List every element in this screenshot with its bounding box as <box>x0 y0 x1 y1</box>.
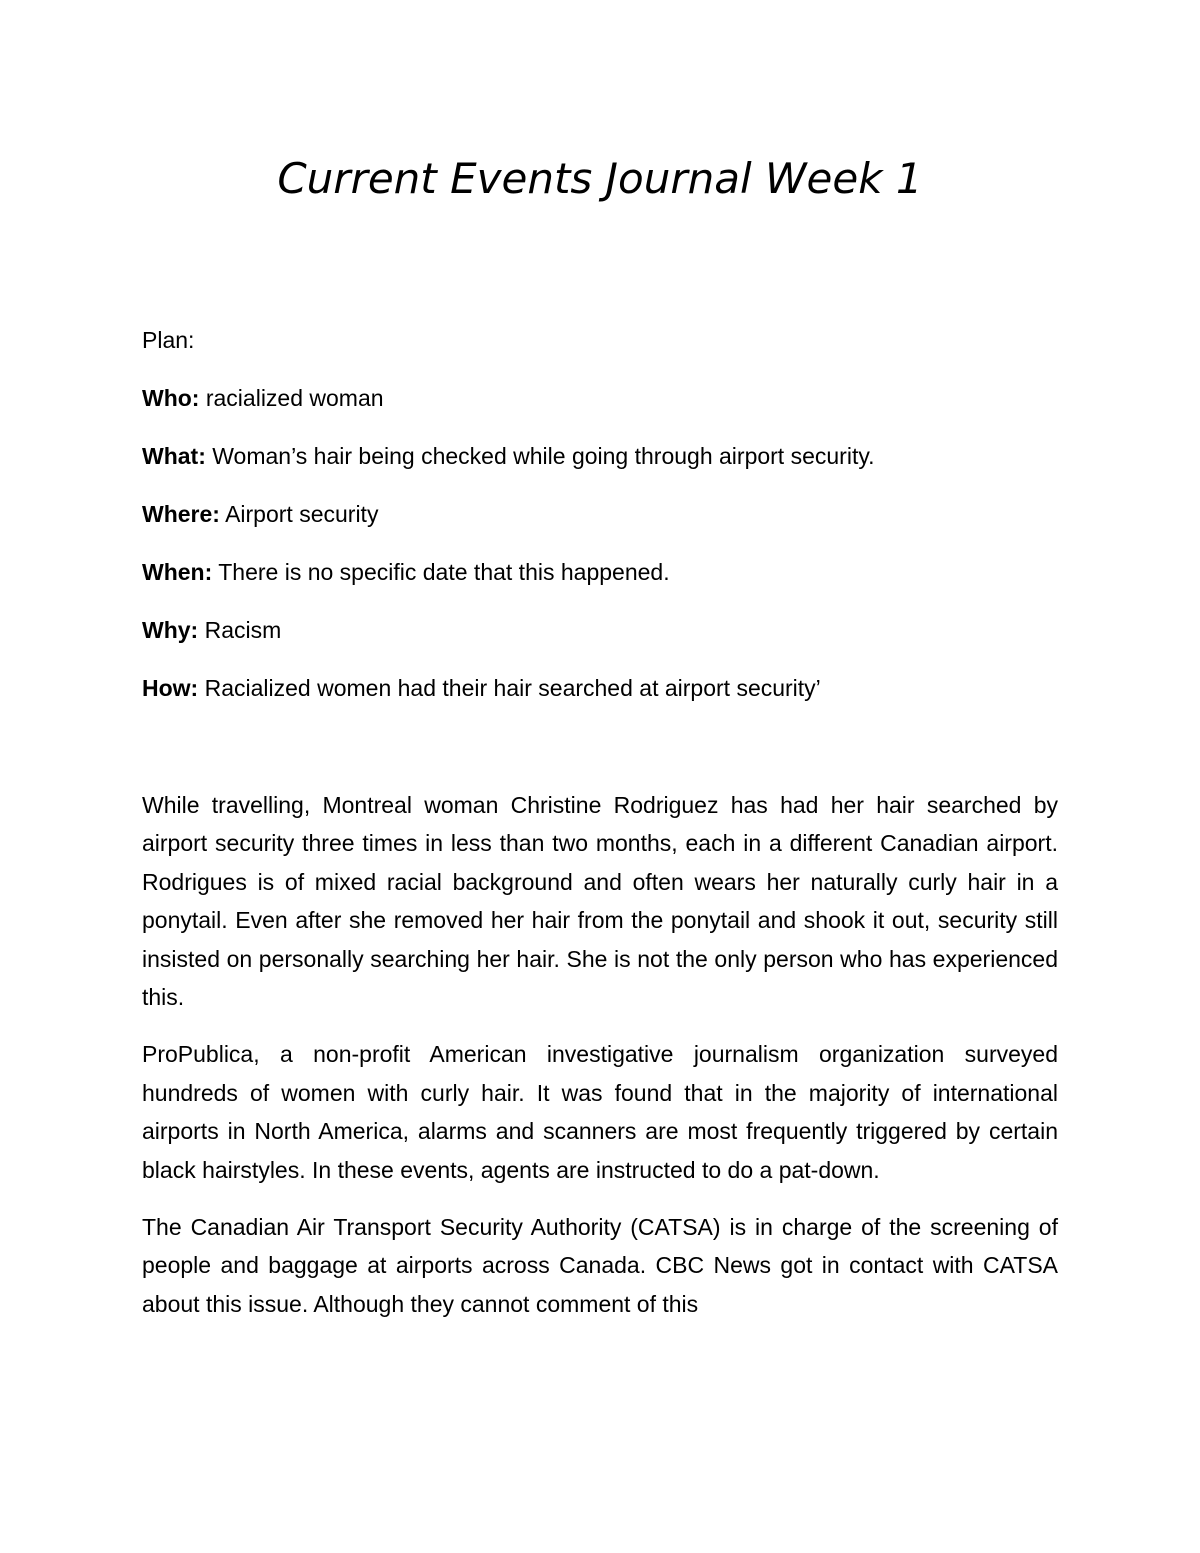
paragraph-1: While travelling, Montreal woman Christine Rodriguez has had her hair searched by airport security three times in less than two months, each in a different Canadian airport. Rodrigues is of mixed racial background and often wears her naturally curly hair in a ponytail. Even after she removed her hair from the ponytail and shook it out, security still insisted on personally searching her hair. She is not the only person who has experienced this. <box>142 792 1058 1011</box>
plan-label-why: Why: <box>142 617 199 643</box>
plan-item-why <box>142 612 1062 648</box>
plan-text-what: Woman’s hair being checked while going through airport security. <box>205 443 875 469</box>
plan-text-who: racialized woman <box>199 385 384 411</box>
plan-text-when: There is no specific date that this happened. <box>212 559 670 585</box>
plan-text-how: Racialized women had their hair searched at airport security’ <box>198 675 821 701</box>
plan-label-how: How: <box>142 675 199 701</box>
plan-item-where <box>142 496 1062 532</box>
plan-label-where: Where: <box>142 501 220 527</box>
plan-item-when <box>142 554 1062 590</box>
plan-item-who <box>142 380 1062 416</box>
plan-label-when: When: <box>142 559 213 585</box>
plan-text-why: Racism <box>198 617 282 643</box>
plan-heading: Plan: <box>142 327 195 353</box>
paragraph-2: ProPublica, a non-profit American investigative journalism organization surveyed hundreds of women with curly hair. It was found that in the majority of international airports in North America, alarms and scanners are most frequently triggered by certain black hairstyles. In these events, agents are instructed to do a pat-down. <box>142 1041 1058 1183</box>
body-section <box>142 786 1058 1323</box>
plan-section <box>142 322 1062 728</box>
plan-label-who: Who: <box>142 385 200 411</box>
paragraph-3: The Canadian Air Transport Security Authority (CATSA) is in charge of the screening of people and baggage at airports across Canada. CBC News got in contact with CATSA about this issue. Although they cannot comment of this <box>142 1214 1058 1317</box>
plan-item-how <box>142 670 1062 706</box>
plan-text-where: Airport security <box>219 501 379 527</box>
plan-label-what: What: <box>142 443 206 469</box>
plan-item-what <box>142 438 1062 474</box>
document-title: Current Events Journal Week 1 <box>277 154 923 203</box>
